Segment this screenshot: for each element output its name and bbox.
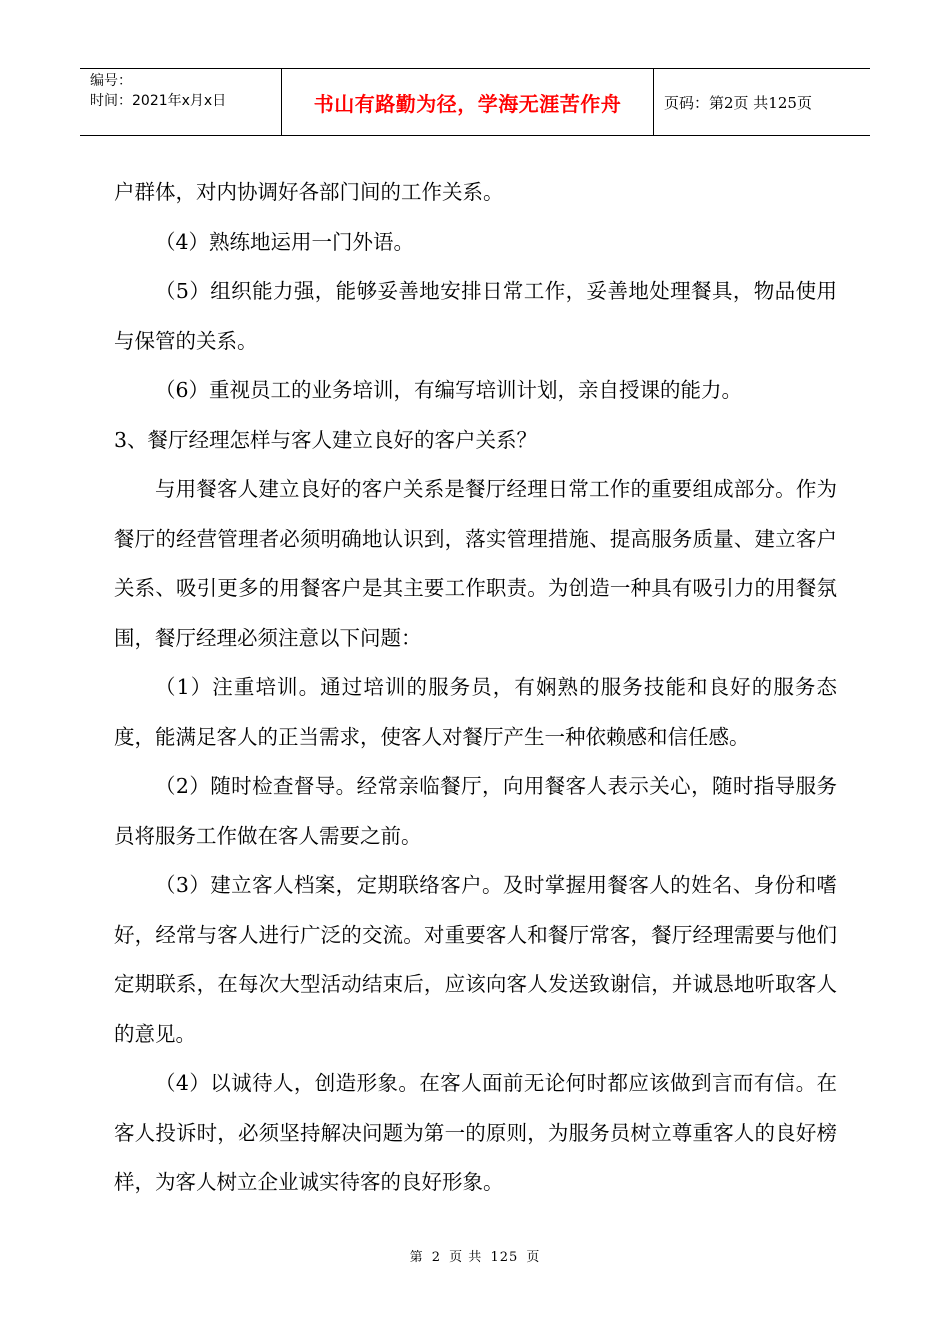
footer-suffix: 页 bbox=[526, 1250, 541, 1265]
header-meta bbox=[80, 69, 282, 135]
footer-middle: 页 共 bbox=[449, 1250, 483, 1265]
page-footer bbox=[0, 1246, 950, 1265]
page-header bbox=[80, 68, 870, 136]
header-page-info: 页码：第2页 共125页 bbox=[664, 93, 812, 112]
paragraph: （1）注重培训。通过培训的服务员，有娴熟的服务技能和良好的服务态度，能满足客人的正当需求，使客人对餐厅产生一种依赖感和信任感。 bbox=[114, 675, 837, 749]
paragraph: （3）建立客人档案，定期联络客户。及时掌握用餐客人的姓名、身份和嗜好，经常与客人进行广泛的交流。对重要客人和餐厅常客，餐厅经理需要与他们定期联系，在每次大型活动结束后，应该向客人发送致谢信，并诚恳地听取客人的意见。 bbox=[114, 873, 837, 1046]
paragraph: （4）以诚待人，创造形象。在客人面前无论何时都应该做到言而有信。在客人投诉时，必须坚持解决问题为第一的原则，为服务员树立尊重客人的良好榜样，为客人树立企业诚实待客的良好形象。 bbox=[114, 1071, 837, 1194]
document-body bbox=[114, 168, 837, 1208]
paragraph: （6）重视员工的业务培训，有编写培训计划，亲自授课的能力。 bbox=[155, 378, 743, 402]
footer-total-pages: 125 bbox=[490, 1250, 519, 1265]
paragraph: （5）组织能力强，能够妥善地安排日常工作，妥善地处理餐具，物品使用与保管的关系。 bbox=[114, 279, 837, 353]
footer-current-page: 2 bbox=[431, 1250, 442, 1265]
footer-prefix: 第 bbox=[409, 1250, 424, 1265]
time-label: 时间：2021年x月x日 bbox=[90, 93, 227, 109]
paragraph: （4）熟练地运用一门外语。 bbox=[155, 229, 415, 254]
paragraph: 与用餐客人建立良好的客户关系是餐厅经理日常工作的重要组成部分。作为餐厅的经营管理者必须明确地认识到，落实管理措施、提高服务质量、建立客户关系、吸引更多的用餐客户是其主要工作职责。为创造一种具有吸引力的用餐氛围，餐厅经理必须注意以下问题： bbox=[114, 477, 837, 650]
header-slogan: 书山有路勤为径，学海无涯苦作舟 bbox=[282, 69, 654, 135]
paragraph: 户群体，对内协调好各部门间的工作关系。 bbox=[114, 180, 504, 204]
section-heading: 3、餐厅经理怎样与客人建立良好的客户关系？ bbox=[114, 427, 538, 452]
number-label: 编号： bbox=[90, 73, 132, 89]
paragraph: （2）随时检查督导。经常亲临餐厅，向用餐客人表示关心，随时指导服务员将服务工作做在客人需要之前。 bbox=[114, 774, 837, 848]
